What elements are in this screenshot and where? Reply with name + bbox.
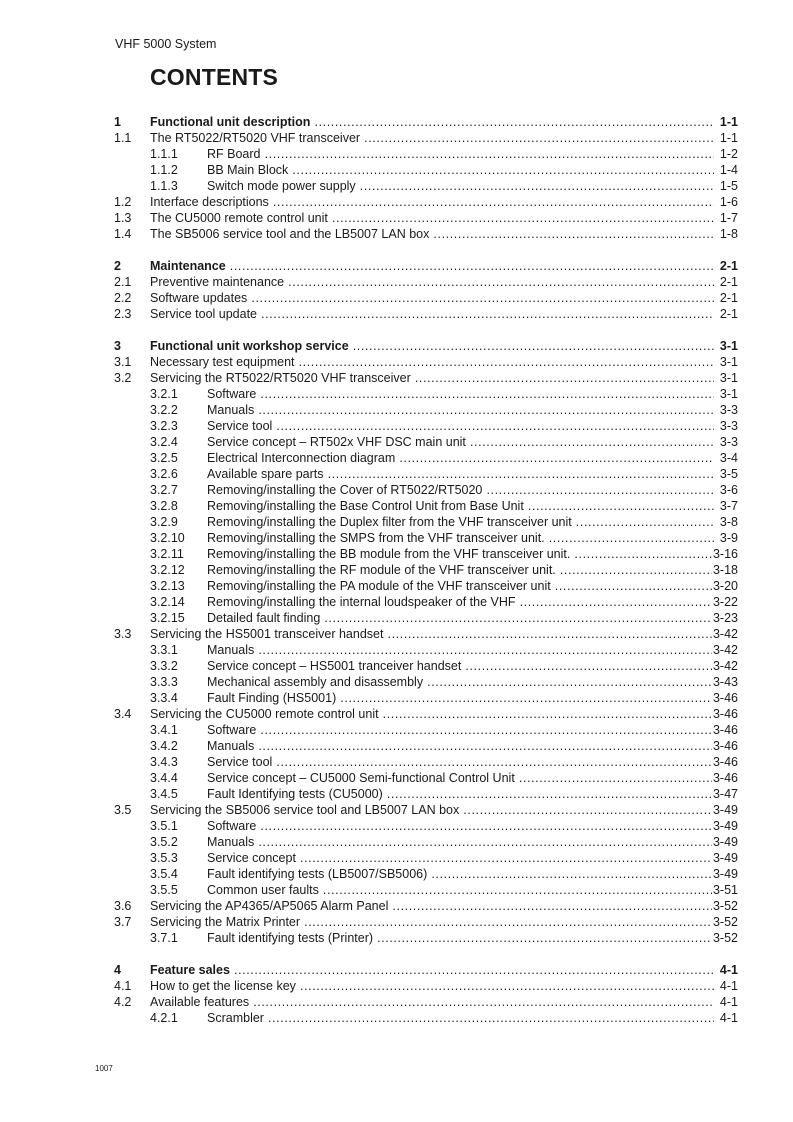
toc-entry-page: 1-5 [719, 179, 738, 193]
toc-entry-page: 3-49 [712, 803, 738, 817]
toc-entry-title: Common user faults ..... [207, 882, 714, 898]
toc-entry-number: 1.3 [114, 211, 132, 225]
toc-entry-number: 3.4.3 [150, 755, 178, 769]
toc-entry-title: Fault Identifying tests (CU5000) ..... [207, 786, 714, 802]
toc-entry-page: 3-1 [719, 387, 738, 401]
toc-subsection-entry[interactable] [114, 738, 738, 754]
toc-entry-page: 3-4 [719, 451, 738, 465]
toc-entry-page: 3-46 [712, 739, 738, 753]
toc-entry-number: 1.1 [114, 131, 132, 145]
table-of-contents [114, 114, 738, 1026]
toc-entry-page: 4-1 [719, 963, 738, 977]
toc-entry-page: 3-42 [712, 643, 738, 657]
toc-entry-title: RF Board ..... [207, 146, 714, 162]
toc-section-entry[interactable] [114, 306, 738, 322]
toc-entry-number: 3.2.8 [150, 499, 178, 513]
toc-entry-page: 1-1 [719, 115, 738, 129]
toc-entry-number: 3.2.12 [150, 563, 185, 577]
toc-entry-title: Manuals ..... [207, 402, 714, 418]
toc-entry-number: 3.2.15 [150, 611, 185, 625]
toc-section-entry[interactable] [114, 210, 738, 226]
toc-section-entry[interactable] [114, 994, 738, 1010]
toc-entry-page: 3-49 [712, 835, 738, 849]
toc-entry-title: Fault identifying tests (Printer) ..... [207, 930, 714, 946]
toc-entry-page: 3-52 [712, 931, 738, 945]
toc-entry-title: Mechanical assembly and disassembly ..... [207, 674, 714, 690]
toc-entry-page: 3-49 [712, 867, 738, 881]
toc-entry-title: Service tool update ..... [150, 306, 714, 322]
toc-subsection-entry[interactable] [114, 450, 738, 466]
toc-section-entry[interactable] [114, 354, 738, 370]
toc-entry-number: 2.2 [114, 291, 132, 305]
toc-entry-number: 3.2.4 [150, 435, 178, 449]
toc-entry-number: 4.1 [114, 979, 132, 993]
toc-entry-title: Service tool ..... [207, 418, 714, 434]
toc-entry-page: 3-1 [719, 339, 738, 353]
toc-entry-number: 3.3.2 [150, 659, 178, 673]
toc-entry-number: 3.2.10 [150, 531, 185, 545]
toc-section-entry[interactable] [114, 626, 738, 642]
toc-entry-number: 3.2.7 [150, 483, 178, 497]
toc-entry-number: 1.2 [114, 195, 132, 209]
toc-entry-title: The SB5006 service tool and the LB5007 LAN box ..... [150, 226, 714, 242]
toc-entry-number: 3.2.3 [150, 419, 178, 433]
toc-section-entry[interactable] [114, 706, 738, 722]
toc-subsection-entry[interactable] [114, 402, 738, 418]
toc-entry-page: 3-3 [719, 419, 738, 433]
toc-entry-page: 3-1 [719, 355, 738, 369]
toc-entry-page: 3-42 [712, 627, 738, 641]
toc-entry-number: 4.2 [114, 995, 132, 1009]
toc-section-entry[interactable] [114, 274, 738, 290]
toc-subsection-entry[interactable] [114, 498, 738, 514]
toc-section-entry[interactable] [114, 370, 738, 386]
toc-entry-title: How to get the license key ..... [150, 978, 714, 994]
toc-entry-title: Fault identifying tests (LB5007/SB5006) ..... [207, 866, 714, 882]
toc-entry-number: 3.7.1 [150, 931, 178, 945]
toc-entry-number: 2 [114, 259, 121, 273]
toc-entry-page: 3-1 [719, 371, 738, 385]
toc-subsection-entry[interactable] [114, 434, 738, 450]
toc-entry-number: 3.3.3 [150, 675, 178, 689]
toc-entry-page: 3-7 [719, 499, 738, 513]
toc-subsection-entry[interactable] [114, 850, 738, 866]
toc-section-entry[interactable] [114, 194, 738, 210]
toc-section-entry[interactable] [114, 914, 738, 930]
toc-entry-title: Software updates ..... [150, 290, 714, 306]
toc-entry-number: 4.2.1 [150, 1011, 178, 1025]
toc-entry-page: 1-2 [719, 147, 738, 161]
toc-entry-number: 3.2.13 [150, 579, 185, 593]
toc-entry-title: Scrambler ..... [207, 1010, 714, 1026]
toc-entry-page: 3-42 [712, 659, 738, 673]
toc-entry-title: Service concept ..... [207, 850, 714, 866]
toc-entry-title: Service concept – CU5000 Semi-functional Control Unit ..... [207, 770, 714, 786]
toc-subsection-entry[interactable] [114, 386, 738, 402]
toc-entry-title: Servicing the Matrix Printer ..... [150, 914, 714, 930]
toc-subsection-entry[interactable] [114, 690, 738, 706]
toc-entry-number: 3.5.5 [150, 883, 178, 897]
toc-chapter-entry[interactable] [114, 258, 738, 274]
toc-entry-title: Feature sales ..... [150, 962, 714, 978]
toc-subsection-entry[interactable] [114, 482, 738, 498]
toc-entry-number: 3.4.5 [150, 787, 178, 801]
toc-subsection-entry[interactable] [114, 658, 738, 674]
toc-entry-number: 3 [114, 339, 121, 353]
toc-entry-number: 3.2.1 [150, 387, 178, 401]
toc-entry-title: Interface descriptions ..... [150, 194, 714, 210]
toc-entry-page: 3-43 [712, 675, 738, 689]
toc-entry-number: 3.3.1 [150, 643, 178, 657]
toc-entry-page: 3-3 [719, 403, 738, 417]
toc-chapter-entry[interactable] [114, 338, 738, 354]
toc-entry-page: 3-46 [712, 723, 738, 737]
toc-entry-page: 2-1 [719, 291, 738, 305]
toc-entry-number: 2.3 [114, 307, 132, 321]
toc-entry-title: Removing/installing the RF module of the VHF transceiver unit. ..... [207, 562, 714, 578]
toc-entry-page: 2-1 [719, 259, 738, 273]
toc-entry-page: 3-46 [712, 691, 738, 705]
toc-entry-title: Manuals ..... [207, 642, 714, 658]
toc-entry-page: 3-46 [712, 755, 738, 769]
toc-subsection-entry[interactable] [114, 770, 738, 786]
toc-subsection-entry[interactable] [114, 162, 738, 178]
toc-entry-page: 4-1 [719, 979, 738, 993]
toc-entry-page: 3-49 [712, 819, 738, 833]
toc-entry-number: 3.2.14 [150, 595, 185, 609]
toc-entry-number: 4 [114, 963, 121, 977]
toc-entry-page: 4-1 [719, 1011, 738, 1025]
toc-entry-number: 3.4 [114, 707, 132, 721]
toc-entry-title: Available spare parts ..... [207, 466, 714, 482]
toc-chapter-entry[interactable] [114, 962, 738, 978]
toc-entry-title: Software ..... [207, 722, 714, 738]
toc-subsection-entry[interactable] [114, 642, 738, 658]
toc-entry-title: Removing/installing the PA module of the VHF transceiver unit ..... [207, 578, 714, 594]
toc-subsection-entry[interactable] [114, 146, 738, 162]
toc-entry-number: 3.2.6 [150, 467, 178, 481]
toc-entry-title: Service concept – HS5001 tranceiver handset ..... [207, 658, 714, 674]
toc-entry-title: Necessary test equipment ..... [150, 354, 714, 370]
toc-entry-page: 1-4 [719, 163, 738, 177]
toc-subsection-entry[interactable] [114, 818, 738, 834]
toc-entry-page: 3-18 [712, 563, 738, 577]
toc-entry-title: Removing/installing the internal loudspeaker of the VHF ..... [207, 594, 714, 610]
toc-entry-title: Manuals ..... [207, 738, 714, 754]
toc-subsection-entry[interactable] [114, 418, 738, 434]
toc-entry-title: The RT5022/RT5020 VHF transceiver ..... [150, 130, 714, 146]
toc-entry-title: Service concept – RT502x VHF DSC main unit ..... [207, 434, 714, 450]
toc-subsection-entry[interactable] [114, 786, 738, 802]
toc-entry-number: 3.2.2 [150, 403, 178, 417]
toc-entry-number: 3.3.4 [150, 691, 178, 705]
toc-subsection-entry[interactable] [114, 674, 738, 690]
toc-subsection-entry[interactable] [114, 1010, 738, 1026]
toc-section-entry[interactable] [114, 130, 738, 146]
toc-entry-title: Software ..... [207, 386, 714, 402]
toc-subsection-entry[interactable] [114, 466, 738, 482]
toc-entry-page: 3-9 [719, 531, 738, 545]
toc-entry-number: 1.1.2 [150, 163, 178, 177]
toc-entry-title: Fault Finding (HS5001) ..... [207, 690, 714, 706]
toc-entry-title: Switch mode power supply ..... [207, 178, 714, 194]
toc-subsection-entry[interactable] [114, 514, 738, 530]
toc-entry-number: 1.1.1 [150, 147, 178, 161]
toc-subsection-entry[interactable] [114, 562, 738, 578]
toc-entry-title: Servicing the AP4365/AP5065 Alarm Panel ..... [150, 898, 714, 914]
toc-subsection-entry[interactable] [114, 178, 738, 194]
toc-entry-number: 3.2.11 [150, 547, 184, 561]
toc-entry-page: 3-46 [712, 707, 738, 721]
toc-entry-number: 3.4.1 [150, 723, 178, 737]
toc-entry-number: 3.6 [114, 899, 132, 913]
toc-entry-title: Removing/installing the Cover of RT5022/RT5020 ..... [207, 482, 714, 498]
toc-entry-title: Maintenance ..... [150, 258, 714, 274]
toc-entry-page: 3-52 [712, 899, 738, 913]
toc-entry-number: 3.4.2 [150, 739, 178, 753]
toc-entry-title: Service tool ..... [207, 754, 714, 770]
toc-entry-number: 3.5.2 [150, 835, 178, 849]
toc-entry-page: 3-6 [719, 483, 738, 497]
toc-chapter-entry[interactable] [114, 114, 738, 130]
page-footer: 1007 [95, 1064, 113, 1073]
toc-entry-number: 3.5.3 [150, 851, 178, 865]
toc-subsection-entry[interactable] [114, 610, 738, 626]
toc-entry-title: Software ..... [207, 818, 714, 834]
toc-entry-page: 1-1 [719, 131, 738, 145]
toc-entry-page: 3-46 [712, 771, 738, 785]
toc-entry-page: 2-1 [719, 275, 738, 289]
toc-entry-page: 3-51 [712, 883, 738, 897]
toc-entry-page: 1-6 [719, 195, 738, 209]
toc-entry-title: BB Main Block ..... [207, 162, 714, 178]
toc-entry-title: Servicing the CU5000 remote control unit ..... [150, 706, 714, 722]
toc-subsection-entry[interactable] [114, 530, 738, 546]
toc-entry-number: 3.2.9 [150, 515, 178, 529]
toc-entry-page: 3-22 [712, 595, 738, 609]
toc-subsection-entry[interactable] [114, 834, 738, 850]
toc-entry-page: 1-7 [719, 211, 738, 225]
toc-entry-page: 2-1 [719, 307, 738, 321]
toc-subsection-entry[interactable] [114, 594, 738, 610]
toc-section-entry[interactable] [114, 978, 738, 994]
toc-entry-title: Functional unit workshop service ..... [150, 338, 714, 354]
toc-entry-title: Removing/installing the Duplex filter from the VHF transceiver unit ..... [207, 514, 714, 530]
toc-entry-title: Removing/installing the SMPS from the VHF transceiver unit. ..... [207, 530, 714, 546]
toc-entry-title: Servicing the SB5006 service tool and LB5007 LAN box ..... [150, 802, 714, 818]
toc-entry-number: 3.5.1 [150, 819, 178, 833]
toc-entry-page: 3-49 [712, 851, 738, 865]
toc-entry-number: 1.4 [114, 227, 132, 241]
toc-section-entry[interactable] [114, 226, 738, 242]
toc-entry-number: 1 [114, 115, 121, 129]
toc-entry-number: 3.1 [114, 355, 132, 369]
toc-entry-page: 3-52 [712, 915, 738, 929]
toc-entry-title: Electrical Interconnection diagram ..... [207, 450, 714, 466]
toc-subsection-entry[interactable] [114, 930, 738, 946]
toc-section-entry[interactable] [114, 802, 738, 818]
toc-entry-page: 3-20 [712, 579, 738, 593]
toc-subsection-entry[interactable] [114, 882, 738, 898]
toc-entry-page: 3-8 [719, 515, 738, 529]
toc-section-entry[interactable] [114, 898, 738, 914]
toc-entry-number: 3.2 [114, 371, 132, 385]
toc-entry-page: 3-5 [719, 467, 738, 481]
toc-subsection-entry[interactable] [114, 754, 738, 770]
toc-entry-title: Removing/installing the BB module from the VHF transceiver unit. ..... [207, 546, 714, 562]
toc-entry-number: 1.1.3 [150, 179, 178, 193]
toc-entry-number: 3.4.4 [150, 771, 178, 785]
toc-entry-title: Servicing the HS5001 transceiver handset ..... [150, 626, 714, 642]
toc-entry-title: The CU5000 remote control unit ..... [150, 210, 714, 226]
toc-entry-number: 3.2.5 [150, 451, 178, 465]
running-header: VHF 5000 System [115, 37, 217, 51]
toc-entry-page: 3-23 [712, 611, 738, 625]
toc-entry-page: 3-16 [712, 547, 738, 561]
toc-entry-number: 3.7 [114, 915, 132, 929]
toc-entry-number: 3.3 [114, 627, 132, 641]
toc-entry-title: Available features ..... [150, 994, 714, 1010]
toc-subsection-entry[interactable] [114, 546, 738, 562]
toc-subsection-entry[interactable] [114, 722, 738, 738]
toc-subsection-entry[interactable] [114, 866, 738, 882]
toc-entry-title: Preventive maintenance ..... [150, 274, 714, 290]
toc-entry-number: 3.5 [114, 803, 132, 817]
toc-entry-number: 3.5.4 [150, 867, 178, 881]
toc-entry-title: Removing/installing the Base Control Unit from Base Unit ..... [207, 498, 714, 514]
toc-entry-page: 3-47 [712, 787, 738, 801]
toc-subsection-entry[interactable] [114, 578, 738, 594]
toc-section-entry[interactable] [114, 290, 738, 306]
toc-entry-title: Servicing the RT5022/RT5020 VHF transceiver ..... [150, 370, 714, 386]
page-title: CONTENTS [150, 64, 279, 90]
toc-entry-number: 2.1 [114, 275, 132, 289]
toc-entry-page: 4-1 [719, 995, 738, 1009]
toc-entry-page: 1-8 [719, 227, 738, 241]
toc-entry-page: 3-3 [719, 435, 738, 449]
toc-entry-title: Manuals ..... [207, 834, 714, 850]
toc-entry-title: Functional unit description ..... [150, 114, 714, 130]
toc-entry-title: Detailed fault finding ..... [207, 610, 714, 626]
